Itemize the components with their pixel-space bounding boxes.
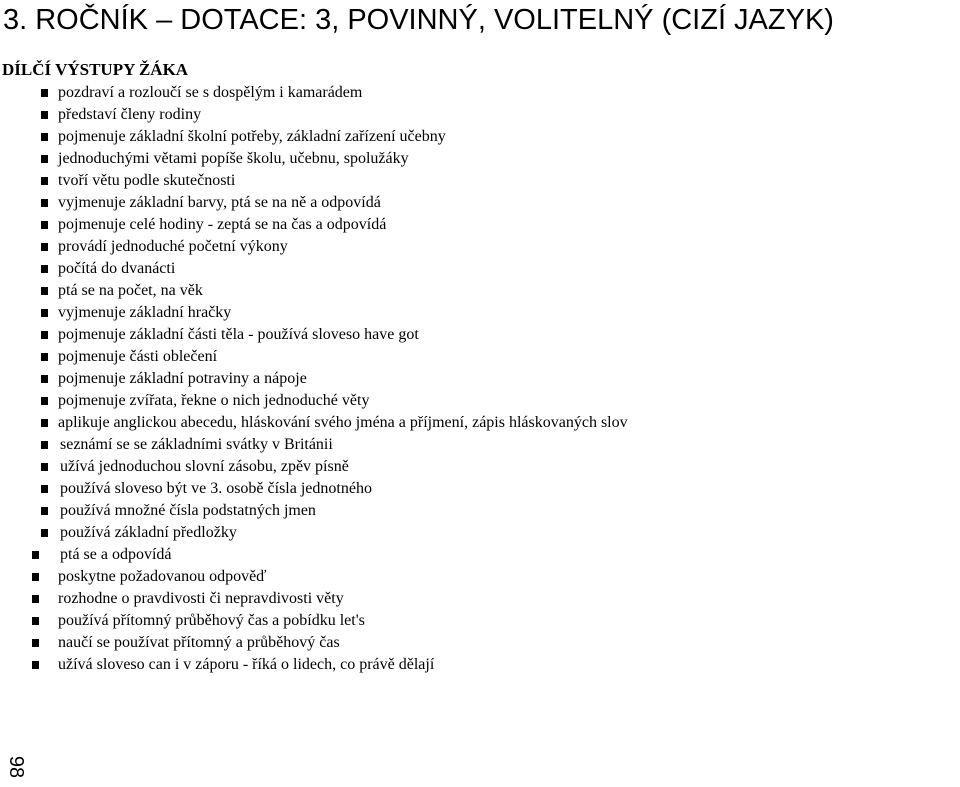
list-item-text: počítá do dvanácti <box>58 260 176 277</box>
bullet-icon <box>41 309 48 317</box>
bullet-icon <box>32 551 39 559</box>
list-item-text: užívá sloveso can i v záporu - říká o lidech, co právě dělají <box>58 656 435 673</box>
bullet-icon <box>41 507 48 515</box>
bullet-icon <box>32 617 39 625</box>
bullet-icon <box>41 485 48 493</box>
list-item-text: používá přítomný průběhový čas a pobídku let's <box>58 612 365 629</box>
bullet-icon <box>41 177 48 185</box>
bullet-icon <box>41 353 48 361</box>
list-item-text: ptá se a odpovídá <box>60 546 172 563</box>
list-item-text: používá množné čísla podstatných jmen <box>60 502 316 519</box>
bullet-icon <box>41 375 48 383</box>
bullet-icon <box>41 287 48 295</box>
bullet-icon <box>41 419 48 427</box>
list-item-text: tvoří větu podle skutečnosti <box>58 172 236 189</box>
bullet-icon <box>32 595 39 603</box>
list-item-text: jednoduchými větami popíše školu, učebnu, spolužáky <box>58 150 409 167</box>
list-item-text: rozhodne o pravdivosti či nepravdivosti věty <box>58 590 344 607</box>
bullet-icon <box>41 89 48 97</box>
bullet-icon <box>32 573 39 581</box>
bullet-icon <box>41 243 48 251</box>
bullet-icon <box>41 441 48 449</box>
bullet-icon <box>41 133 48 141</box>
list-item-text: vyjmenuje základní barvy, ptá se na ně a odpovídá <box>58 194 381 211</box>
bullet-icon <box>41 397 48 405</box>
list-item-text: používá sloveso být ve 3. osobě čísla jednotného <box>60 480 372 497</box>
list-item-text: provádí jednoduché početní výkony <box>58 238 288 255</box>
bullet-icon <box>41 529 48 537</box>
page-title: 3. ROČNÍK – DOTACE: 3, POVINNÝ, VOLITELNÝ (CIZÍ JAZYK) <box>3 4 834 36</box>
list-item-text: používá základní předložky <box>60 524 237 541</box>
bullet-icon <box>41 265 48 273</box>
list-item-text: pojmenuje části oblečení <box>58 348 218 365</box>
bullet-icon <box>41 221 48 229</box>
list-item-text: vyjmenuje základní hračky <box>58 304 232 321</box>
list-item-text: pozdraví a rozloučí se s dospělým i kamarádem <box>58 84 363 101</box>
list-item-text: pojmenuje základní potraviny a nápoje <box>58 370 307 387</box>
list-item-text: představí členy rodiny <box>58 106 202 123</box>
list-item-text: pojmenuje základní části těla - používá sloveso have got <box>58 326 419 343</box>
list-item-text: pojmenuje základní školní potřeby, základní zařízení učebny <box>58 128 446 145</box>
list-item-text: pojmenuje zvířata, řekne o nich jednoduché věty <box>58 392 370 409</box>
bullet-icon <box>41 199 48 207</box>
page-number: 98 <box>5 755 27 779</box>
bullet-icon <box>41 463 48 471</box>
list-item-text: aplikuje anglickou abecedu, hláskování svého jména a příjmení, zápis hláskovaných slov <box>58 414 628 431</box>
bullet-icon <box>41 331 48 339</box>
list-item-text: ptá se na počet, na věk <box>58 282 203 299</box>
list-item-text: pojmenuje celé hodiny - zeptá se na čas a odpovídá <box>58 216 387 233</box>
bullet-icon <box>41 111 48 119</box>
list-item-text: užívá jednoduchou slovní zásobu, zpěv písně <box>60 458 349 475</box>
section-heading: DÍLČÍ VÝSTUPY ŽÁKA <box>2 60 189 79</box>
list-item-text: naučí se používat přítomný a průběhový čas <box>58 634 340 651</box>
bullet-icon <box>32 639 39 647</box>
bullet-icon <box>41 155 48 163</box>
list-item-text: seznámí se se základními svátky v Británii <box>60 436 333 453</box>
list-item-text: poskytne požadovanou odpověď <box>58 568 267 585</box>
bullet-icon <box>32 661 39 669</box>
